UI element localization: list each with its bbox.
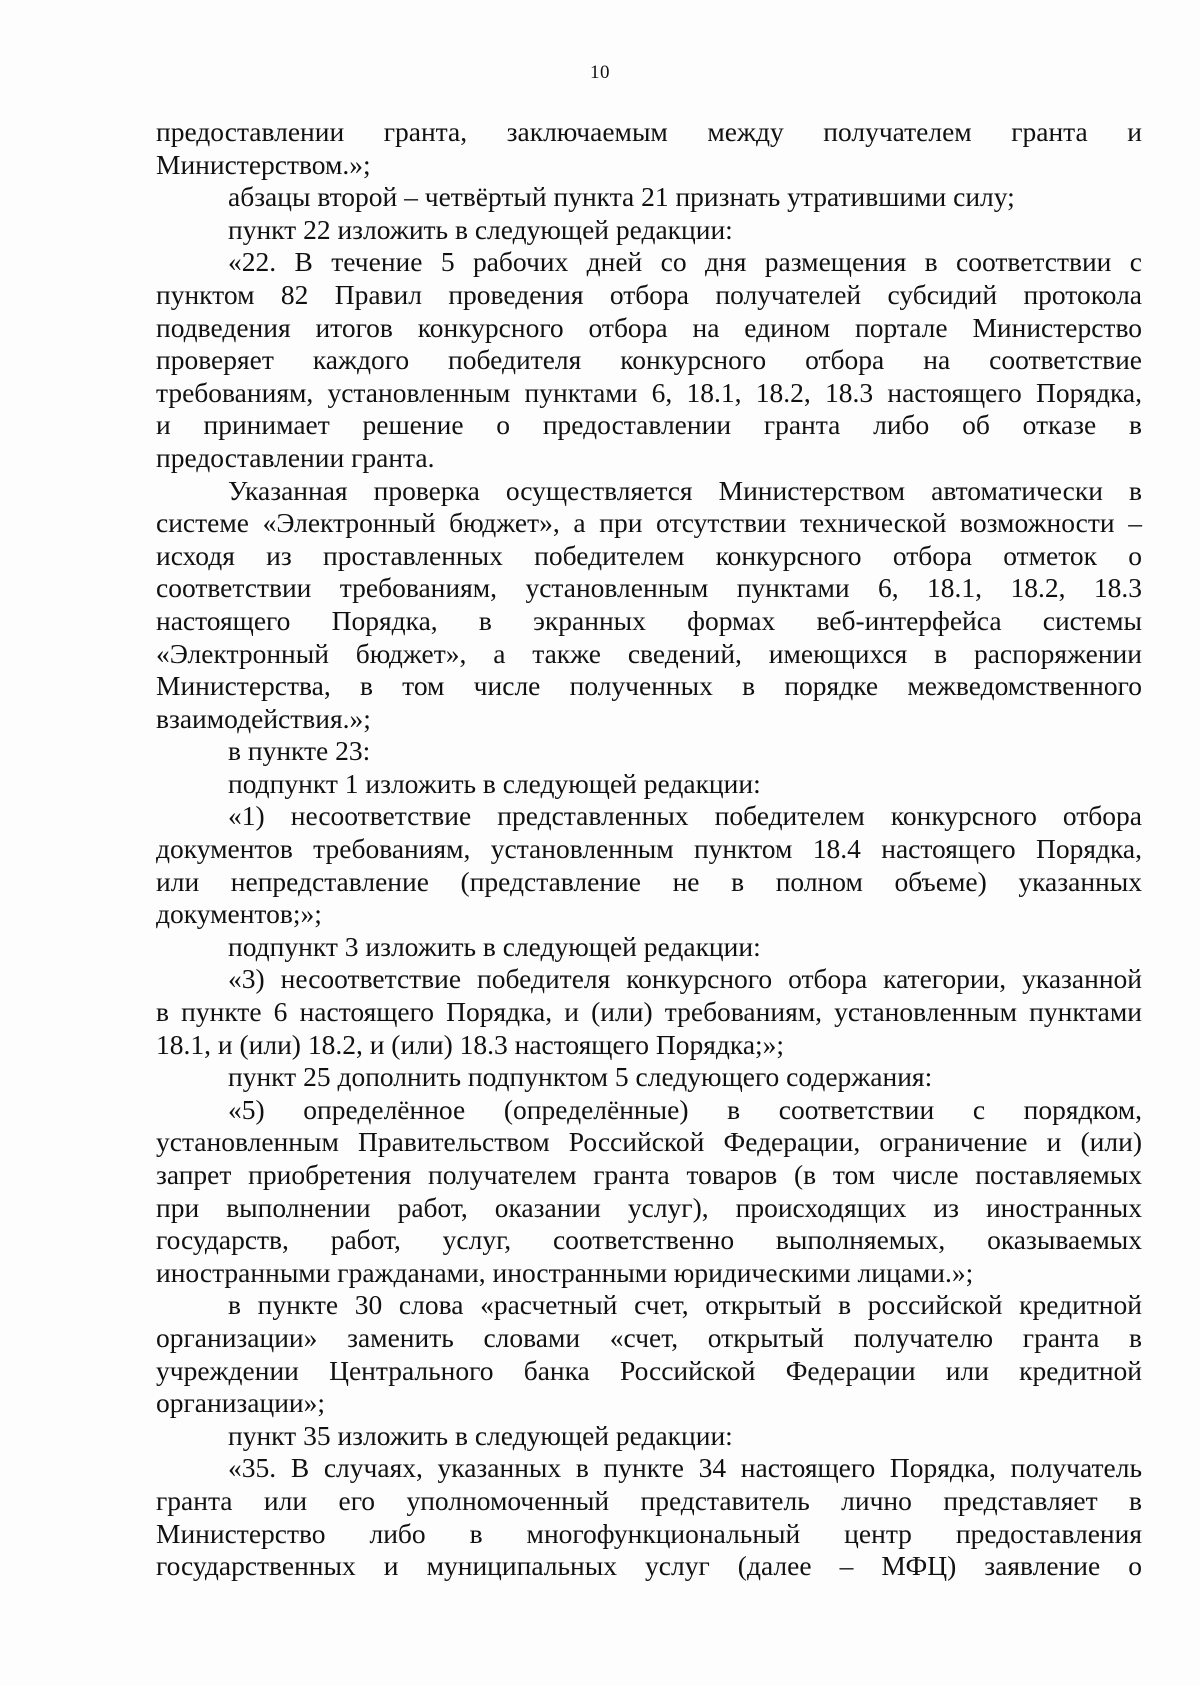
text-line: Министерства, в том числе полученных в порядке межведомственного [156, 670, 1142, 702]
text-line: подпункт 1 изложить в следующей редакции: [228, 767, 761, 799]
text-line: Указанная проверка осуществляется Министерством автоматически в [228, 474, 1142, 506]
text-line: и принимает решение о предоставлении гранта либо об отказе в [156, 409, 1142, 441]
text-line: «22. В течение 5 рабочих дней со дня размещения в соответствии с [228, 246, 1142, 278]
text-line: проверяет каждого победителя конкурсного отбора на соответствие [156, 344, 1142, 376]
text-line: «3) несоответствие победителя конкурсного отбора категории, указанной [228, 963, 1142, 995]
page-number: 10 [590, 62, 610, 83]
text-line: соответствии требованиям, установленным пунктами 6, 18.1, 18.2, 18.3 [156, 572, 1142, 604]
text-line: Министерство либо в многофункциональный центр предоставления [156, 1517, 1142, 1549]
text-line: системе «Электронный бюджет», а при отсутствии технической возможности – [156, 507, 1142, 539]
text-line: взаимодействия.»; [156, 702, 371, 734]
text-line: подведения итогов конкурсного отбора на едином портале Министерство [156, 311, 1142, 343]
text-line: государственных и муниципальных услуг (далее – МФЦ) заявление о [156, 1550, 1142, 1582]
text-line: «1) несоответствие представленных победителем конкурсного отбора [228, 800, 1142, 832]
text-line: подпункт 3 изложить в следующей редакции: [228, 930, 761, 962]
text-line: государств, работ, услуг, соответственно выполняемых, оказываемых [156, 1224, 1142, 1256]
text-line: предоставлении гранта, заключаемым между получателем гранта и [156, 116, 1142, 147]
text-line: запрет приобретения получателем гранта товаров (в том числе поставляемых [156, 1159, 1142, 1190]
text-line: Министерством.»; [156, 148, 371, 180]
text-line: в пункте 23: [228, 735, 371, 767]
text-line: или непредставление (представление не в полном объеме) указанных [156, 865, 1142, 897]
text-line: документов требованиям, установленным пунктом 18.4 настоящего Порядка, [156, 833, 1142, 865]
text-line: в пункте 6 настоящего Порядка, и (или) требованиям, установленным пунктами [156, 996, 1142, 1028]
text-line: пункт 22 изложить в следующей редакции: [228, 213, 733, 245]
text-line: исходя из проставленных победителем конкурсного отбора отметок о [156, 539, 1142, 571]
text-line: настоящего Порядка, в экранных формах веб-интерфейса системы [156, 604, 1142, 636]
text-line: установленным Правительством Российской Федерации, ограничение и (или) [156, 1126, 1142, 1158]
text-line: документов;»; [156, 898, 322, 930]
text-line: требованиям, установленным пунктами 6, 18.1, 18.2, 18.3 настоящего Порядка, [156, 376, 1142, 408]
text-line: иностранными гражданами, иностранными юридическими лицами.»; [156, 1256, 974, 1288]
text-line: «5) определённое (определённые) в соответствии с порядком, [228, 1093, 1142, 1125]
text-line: организации» заменить словами «счет, открытый получателю гранта в [156, 1321, 1142, 1353]
text-line: «Электронный бюджет», а также сведений, имеющихся в распоряжении [156, 637, 1142, 669]
document-body [156, 116, 1142, 1583]
text-line: предоставлении гранта. [156, 441, 435, 473]
text-line: организации»; [156, 1387, 326, 1419]
text-line: гранта или его уполномоченный представитель лично представляет в [156, 1484, 1142, 1516]
text-line: пунктом 82 Правил проведения отбора получателей субсидий протокола [156, 278, 1142, 310]
text-line: абзацы второй – четвёртый пункта 21 признать утратившими силу; [228, 181, 1015, 213]
text-line: в пункте 30 слова «расчетный счет, открытый в российской кредитной [228, 1289, 1142, 1321]
text-line: «35. В случаях, указанных в пункте 34 настоящего Порядка, получатель [228, 1452, 1142, 1484]
text-line: учреждении Центрального банка Российской Федерации или кредитной [156, 1354, 1142, 1386]
text-line: пункт 25 дополнить подпунктом 5 следующего содержания: [228, 1061, 933, 1093]
text-line: 18.1, и (или) 18.2, и (или) 18.3 настоящего Порядка;»; [156, 1028, 785, 1060]
text-line: пункт 35 изложить в следующей редакции: [228, 1419, 733, 1451]
text-line: при выполнении работ, оказании услуг), происходящих из иностранных [156, 1191, 1142, 1223]
